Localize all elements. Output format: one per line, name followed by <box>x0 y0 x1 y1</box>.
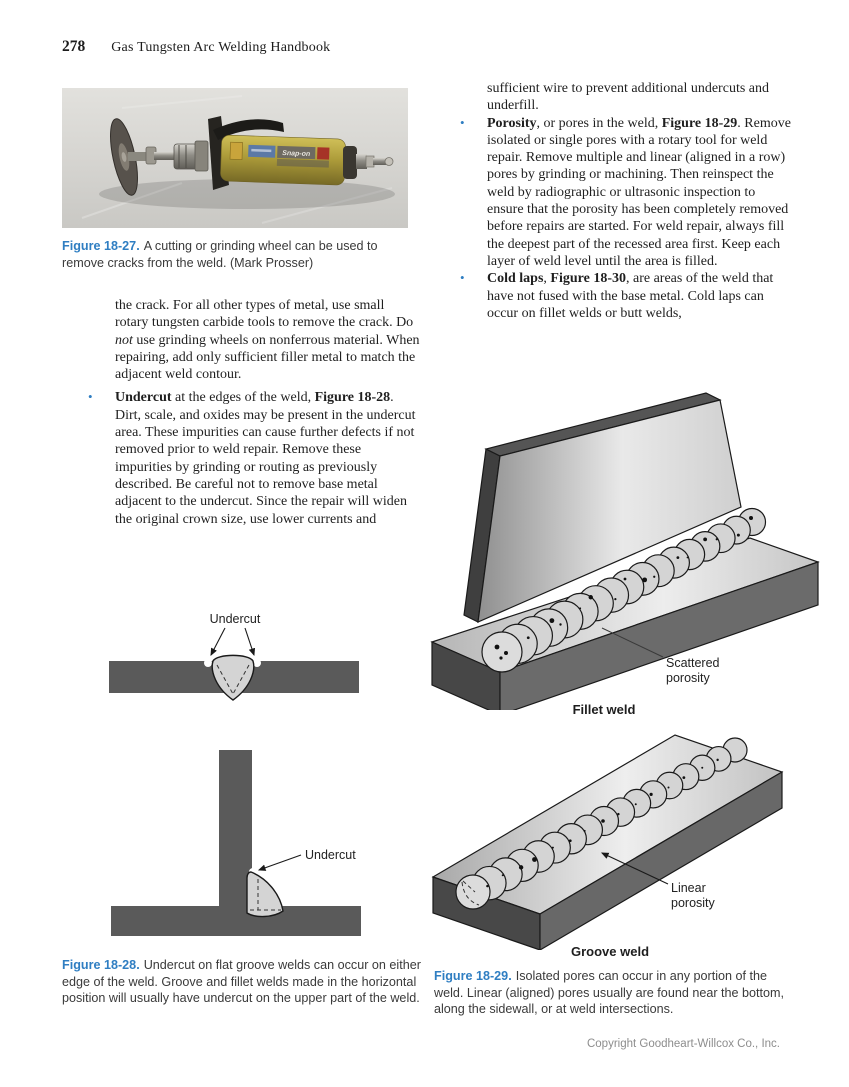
page-header <box>62 38 330 56</box>
bullet-icon: • <box>460 114 465 130</box>
figure-18-27-caption: Figure 18-27. A cutting or grinding wheel can be used to remove cracks from the weld. (Mark Prosser) <box>62 239 378 270</box>
weld-bead <box>212 655 253 700</box>
fillet-weld-diagram <box>430 390 822 710</box>
right-column-text <box>460 80 792 322</box>
groove-weld-diagram <box>430 732 825 950</box>
book-title: Gas Tungsten Arc Welding Handbook <box>111 40 331 55</box>
figure-18-28-caption: Figure 18-28. Undercut on flat groove welds can occur on either edge of the weld. Groove and fillet welds made in the horizontal position will usually have undercut on the upper part of the weld. <box>62 958 421 1006</box>
left-paragraph: the crack. For all other types of metal, use small rotary tungsten carbide tools to remove the crack. Do not use grinding wheels on nonferrous material. When repairing, add only sufficient filler metal to match the adjacent weld contour. <box>115 298 420 383</box>
arrow-left <box>211 628 225 655</box>
scattered-porosity-label: Scattered porosity <box>666 656 720 685</box>
undercut-flat-diagram <box>105 607 415 712</box>
figure-18-27-label: Figure 18-27. <box>62 239 140 253</box>
copyright-notice: Copyright Goodheart-Willcox Co., Inc. <box>586 1038 780 1050</box>
bullet-porosity: • Porosity, or pores in the weld, Figure 18-29. Remove isolated or single pores with a rotary tool for weld repair. Remove multiple and linear (aligned in a row) pores by grinding or machining. Then reinspect the weld by radiographic or ultrasonic inspection to ensure that the porosity has been completely removed before repairs are started. For weld repair, always fill the deepest part of the recessed area first. Keep each layer of weld level until the area is filled. <box>460 114 791 269</box>
undercut-flat-label: Undercut <box>209 612 261 626</box>
grinder-body <box>220 135 346 185</box>
page-number: 278 <box>62 38 86 55</box>
figure-18-28-label: Figure 18-28. <box>62 958 140 972</box>
base-plate <box>111 906 361 936</box>
left-column-text <box>88 297 420 528</box>
groove-weld-caption: Groove weld <box>570 944 650 959</box>
tool-shadow <box>99 179 395 209</box>
gold-emblem <box>230 142 243 159</box>
grinder-photo <box>62 88 408 228</box>
undercut-notch-left <box>204 659 212 667</box>
undercut-tee-diagram <box>105 738 415 938</box>
right-paragraph: sufficient wire to prevent additional undercuts and underfill. <box>487 81 769 114</box>
bullet-icon: • <box>460 270 465 286</box>
arrow-right <box>245 628 254 655</box>
brand-text: Snap-on <box>282 150 311 158</box>
red-label <box>317 147 329 159</box>
figure-18-29-label: Figure 18-29. <box>434 969 512 983</box>
figure-18-29-caption: Figure 18-29. Isolated pores can occur in any portion of the weld. Linear (aligned) pores usually are found near the bottom, along the sidewall, or at weld intersections. <box>434 969 785 1017</box>
linear-porosity-label: Linear porosity <box>671 881 715 910</box>
bullet-cold-laps: • Cold laps, Figure 18-30, are areas of the weld that have not fused with the base metal. Cold laps can occur on fillet welds or butt welds, <box>460 270 774 321</box>
fillet-weld-caption: Fillet weld <box>572 702 636 717</box>
undercut-tee-label: Undercut <box>305 848 356 862</box>
arrow <box>259 855 301 870</box>
bullet-icon: • <box>88 389 93 405</box>
bullet-undercut: • Undercut at the edges of the weld, Figure 18-28. Dirt, scale, and oxides may be present in the undercut area. These impurities can cause further defects if not removed prior to weld repair. Remove these impurities by grinding or routing as previously described. Be careful not to remove base metal adjacent to the undercut. Since the repair will widen the original crown size, use lower currents and <box>88 389 416 527</box>
